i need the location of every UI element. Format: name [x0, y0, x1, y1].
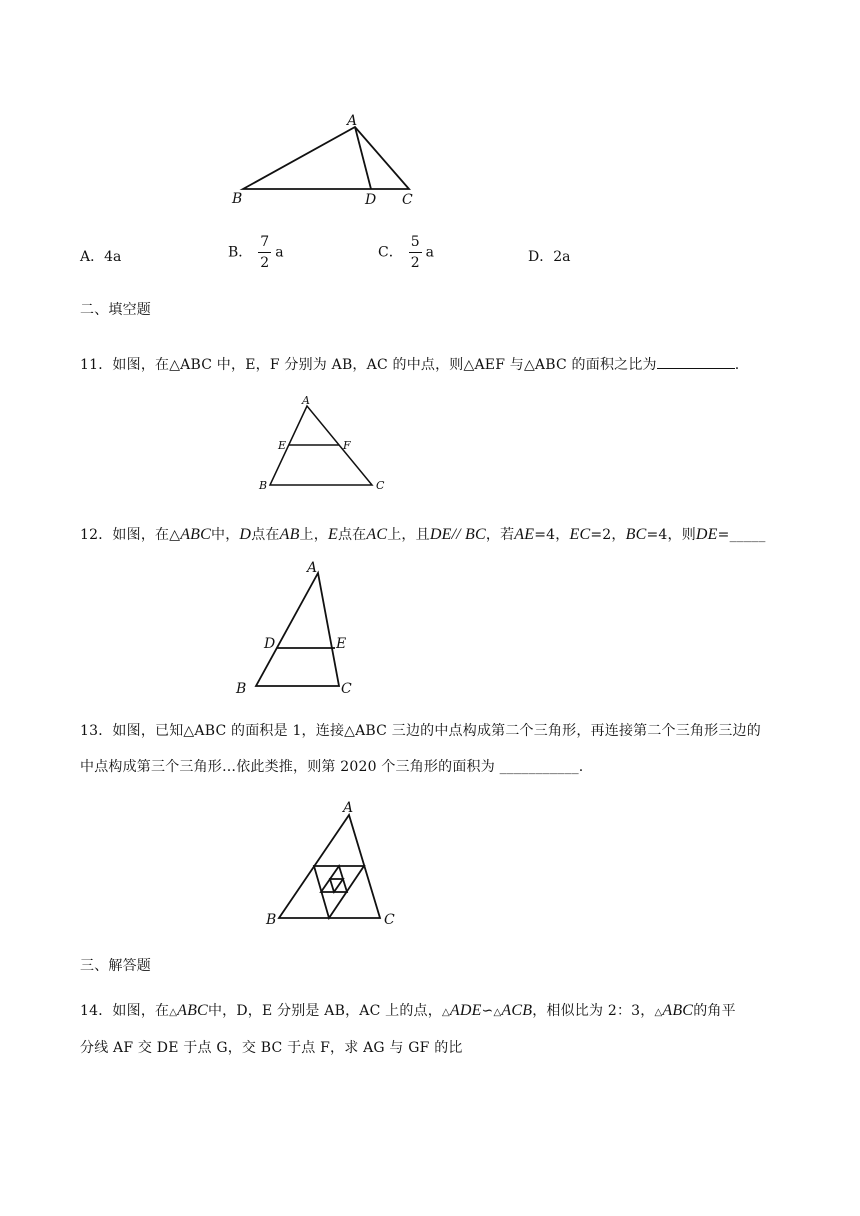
- option-b-letter: B．: [228, 244, 253, 261]
- option-d-value: 2a: [553, 249, 571, 265]
- option-a-letter: A．: [80, 249, 105, 265]
- option-b-suffix: a: [275, 244, 284, 261]
- q14-part: 14．如图，在: [80, 1003, 170, 1019]
- q12-ac: AC: [366, 526, 388, 543]
- label-b: B: [232, 191, 243, 207]
- option-d-letter: D．: [528, 249, 554, 265]
- q12-part: =_____: [717, 527, 766, 543]
- triangle-symbol: △: [654, 1007, 663, 1018]
- q12-part: 上，且: [387, 527, 430, 543]
- q12-d: D: [239, 526, 252, 543]
- question-11-tail: .: [734, 357, 740, 373]
- q12-part: 点在: [337, 527, 367, 543]
- q12-debc: DE// BC: [429, 526, 486, 543]
- label-d: D: [365, 192, 377, 208]
- question-13-line-1: 13．如图，已知△ABC 的面积是 1，连接△ABC 三边的中点构成第二个三角形，再连接第二个三角形三边的: [80, 723, 761, 739]
- q12-part: 点在: [251, 527, 280, 543]
- triangle-symbol: △: [441, 1007, 450, 1018]
- label-c: C: [376, 479, 385, 492]
- option-b-numerator: 7: [258, 234, 271, 253]
- q14-abc2: ABC: [662, 1002, 694, 1019]
- q12-abc: ABC: [180, 526, 212, 543]
- question-11: [80, 354, 739, 374]
- label-a: A: [302, 394, 310, 407]
- label-e: E: [336, 636, 347, 652]
- q12-part: =2，: [590, 527, 626, 543]
- q14-acb: ACB: [501, 1002, 533, 1019]
- question-14-line-1: [80, 1000, 736, 1020]
- question-14-line-2: 分线 AF 交 DE 于点 G，交 BC 于点 F，求 AG 与 GF 的比: [80, 1040, 463, 1056]
- label-a: A: [307, 560, 318, 576]
- q14-part: 中，D，E 分别是 AB，AC 上的点，: [207, 1003, 442, 1019]
- question-11-text: 11．如图，在△ABC 中，E，F 分别为 AB，AC 的中点，则△AEF 与△ABC 的面积之比为: [80, 357, 657, 373]
- option-c: [378, 234, 434, 271]
- q12-bc: BC: [625, 526, 647, 543]
- option-c-letter: C．: [378, 244, 403, 261]
- q14-part: 的角平: [693, 1003, 736, 1019]
- figure-q12-triangle: [0, 556, 860, 706]
- option-a: [80, 246, 121, 266]
- q14-ade: ADE: [449, 1002, 482, 1019]
- option-c-numerator: 5: [409, 234, 422, 253]
- label-c: C: [384, 912, 395, 928]
- q12-part: ，若: [485, 527, 515, 543]
- label-a: A: [343, 800, 354, 816]
- section-2-title: 二、填空题: [80, 302, 151, 318]
- q12-part: =4，则: [646, 527, 696, 543]
- q12-ae: AE: [514, 526, 535, 543]
- option-d: [528, 246, 571, 266]
- option-c-fraction: [409, 234, 422, 271]
- similar-symbol: ∽: [481, 1003, 494, 1019]
- triangle-abc: [243, 127, 409, 189]
- q14-part: ，相似比为 2：3，: [532, 1003, 655, 1019]
- q12-part: 上，: [299, 527, 328, 543]
- option-b-fraction: [258, 234, 271, 271]
- q12-part: 12．如图，在△: [80, 527, 181, 543]
- q12-ab: AB: [279, 526, 300, 543]
- q12-ec: EC: [569, 526, 591, 543]
- label-b: B: [266, 912, 277, 928]
- option-b: [228, 234, 284, 271]
- triangle-symbol: △: [493, 1007, 502, 1018]
- label-a: A: [347, 113, 358, 129]
- label-e: E: [278, 439, 287, 452]
- q12-e: E: [327, 526, 338, 543]
- q12-part: 中，: [211, 527, 240, 543]
- option-c-denominator: 2: [410, 255, 420, 271]
- question-11-blank: [657, 356, 735, 369]
- label-f: F: [343, 439, 351, 452]
- section-3-title: 三、解答题: [80, 958, 151, 974]
- figure-q10-triangle: [0, 0, 860, 220]
- label-c: C: [341, 681, 352, 697]
- triangle-4: [330, 879, 343, 892]
- figure-q11-triangle: [0, 390, 860, 500]
- figure-q13-nested-triangles: [0, 792, 860, 932]
- label-b: B: [259, 479, 268, 492]
- question-12: [80, 524, 766, 544]
- label-c: C: [402, 192, 413, 208]
- option-c-suffix: a: [425, 244, 434, 261]
- q14-abc: ABC: [177, 1002, 208, 1019]
- question-13-line-2: 中点构成第三个三角形…依此类推，则第 2020 个三角形的面积为 ___________.: [80, 759, 584, 775]
- q12-part: =4，: [534, 527, 570, 543]
- label-b: B: [236, 681, 247, 697]
- option-b-denominator: 2: [260, 255, 270, 271]
- triangle-symbol: △: [169, 1007, 178, 1018]
- label-d: D: [264, 636, 276, 652]
- q12-de: DE: [695, 526, 718, 543]
- triangle-abc: [256, 573, 339, 686]
- option-a-value: 4a: [104, 249, 122, 265]
